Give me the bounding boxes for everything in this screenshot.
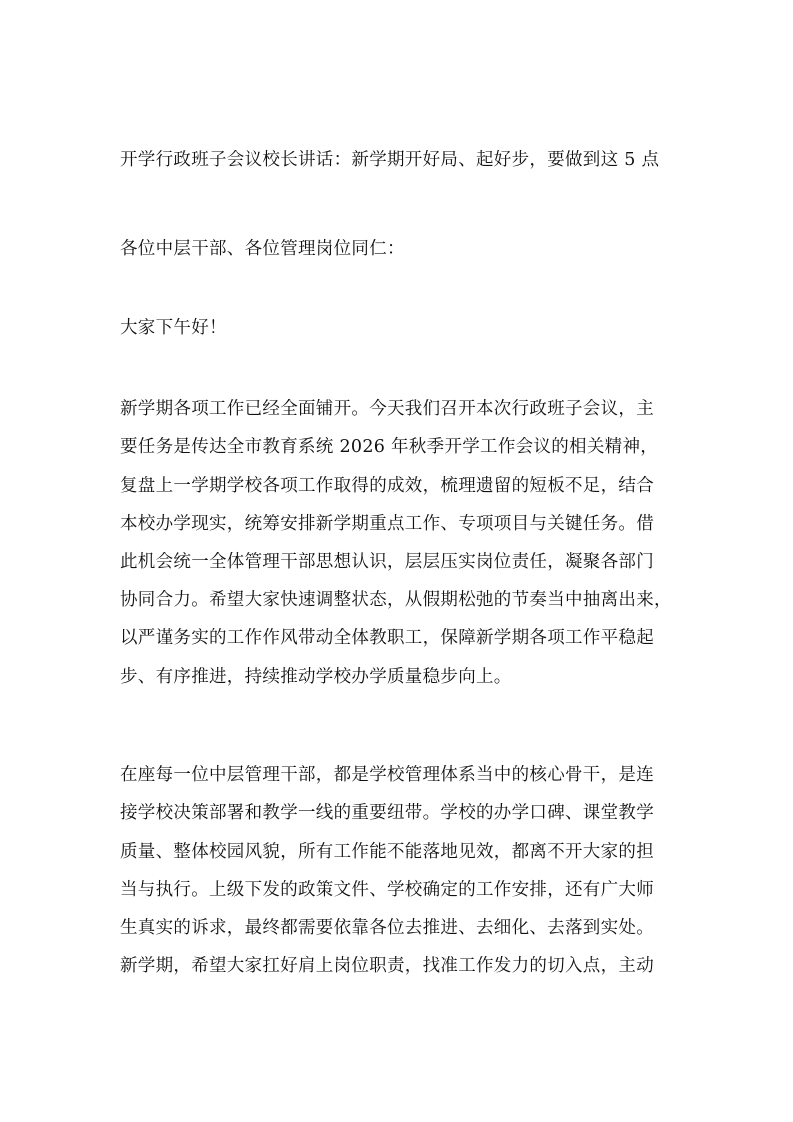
paragraph-1-line: 协同合力。希望大家快速调整状态，从假期松弛的节奏当中抽离出来， bbox=[120, 590, 672, 610]
paragraph-2-line: 新学期，希望大家扛好肩上岗位职责，找准工作发力的切入点，主动 bbox=[120, 956, 654, 976]
greeting: 大家下午好！ bbox=[120, 318, 227, 338]
paragraph-1-line: 以严谨务实的工作作风带动全体教职工，保障新学期各项工作平稳起 bbox=[120, 628, 654, 648]
paragraph-1-line: 步、有序推进，持续推动学校办学质量稳步向上。 bbox=[120, 667, 512, 687]
paragraph-1-line: 本校办学现实，统筹安排新学期重点工作、专项项目与关键任务。借 bbox=[120, 514, 654, 534]
salutation: 各位中层干部、各位管理岗位同仁： bbox=[120, 239, 405, 259]
paragraph-2-line: 在座每一位中层管理干部，都是学校管理体系当中的核心骨干，是连 bbox=[120, 765, 654, 785]
paragraph-1-line: 要任务是传达全市教育系统 2026 年秋季开学工作会议的相关精神， bbox=[120, 437, 659, 457]
paragraph-1-line: 此机会统一全体管理干部思想认识，层层压实岗位责任，凝聚各部门 bbox=[120, 552, 654, 572]
document-title: 开学行政班子会议校长讲话：新学期开好局、起好步，要做到这 5 点 bbox=[120, 150, 660, 170]
paragraph-2-line: 生真实的诉求，最终都需要依靠各位去推进、去细化、去落到实处。 bbox=[120, 918, 654, 938]
paragraph-1-line: 新学期各项工作已经全面铺开。今天我们召开本次行政班子会议，主 bbox=[120, 399, 654, 419]
paragraph-1-line: 复盘上一学期学校各项工作取得的成效，梳理遗留的短板不足，结合 bbox=[120, 476, 654, 496]
paragraph-2-line: 接学校决策部署和教学一线的重要纽带。学校的办学口碑、课堂教学 bbox=[120, 803, 654, 823]
paragraph-2-line: 质量、整体校园风貌，所有工作能不能落地见效，都离不开大家的担 bbox=[120, 842, 654, 862]
paragraph-2-line: 当与执行。上级下发的政策文件、学校确定的工作安排，还有广大师 bbox=[120, 880, 654, 900]
